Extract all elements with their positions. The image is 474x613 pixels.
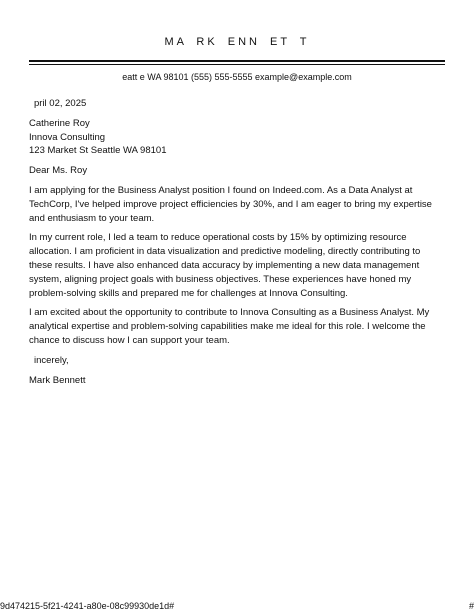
closing-phrase: incerely, (34, 354, 69, 366)
recipient-company: Innova Consulting (29, 131, 106, 143)
recipient-name: Catherine Roy (29, 117, 90, 129)
header-rule-thick (29, 60, 445, 62)
recipient-address: 123 Market St Seattle WA 98101 (29, 145, 167, 157)
applicant-name-heading: MA RK ENN ET T (164, 36, 310, 48)
contact-line: eatt e WA 98101 (555) 555-5555 example@example.com (122, 72, 352, 82)
header-rule-thin (29, 64, 445, 65)
footer-hash-mark: # (468, 601, 474, 611)
footer-document-id: 9d474215-5f21-4241-a80e-08c99930de1d# (0, 601, 175, 611)
paragraph-closing: I am excited about the opportunity to contribute to Innova Consulting as a Business Analyst. My analytical expertise and problem-solving capabilities make me ideal for this role. I welcome the chance to discuss how I can support your team. (29, 307, 430, 346)
recipient-block (29, 117, 445, 158)
paragraph-intro: I am applying for the Business Analyst position I found on Indeed.com. As a Data Analyst at TechCorp, I've helped improve project efficiencies by 30%, and I am eager to bring my expertise and enthusiasm to your team. (29, 184, 432, 224)
letter-date: pril 02, 2025 (34, 98, 87, 109)
salutation: Dear Ms. Roy (29, 165, 88, 177)
letter-body (29, 97, 445, 393)
signature-name: Mark Bennett (29, 374, 86, 386)
paragraph-experience: In my current role, I led a team to reduce operational costs by 15% by optimizing resource allocation. I am proficient in data visualization and predictive modeling, directly contributing to these results. I have also enhanced data accuracy by implementing a new data management system, aligning project goals with business objectives. These experiences have honed my problem-solving skills and prepared me for challenges at Innova Consulting. (29, 232, 421, 299)
